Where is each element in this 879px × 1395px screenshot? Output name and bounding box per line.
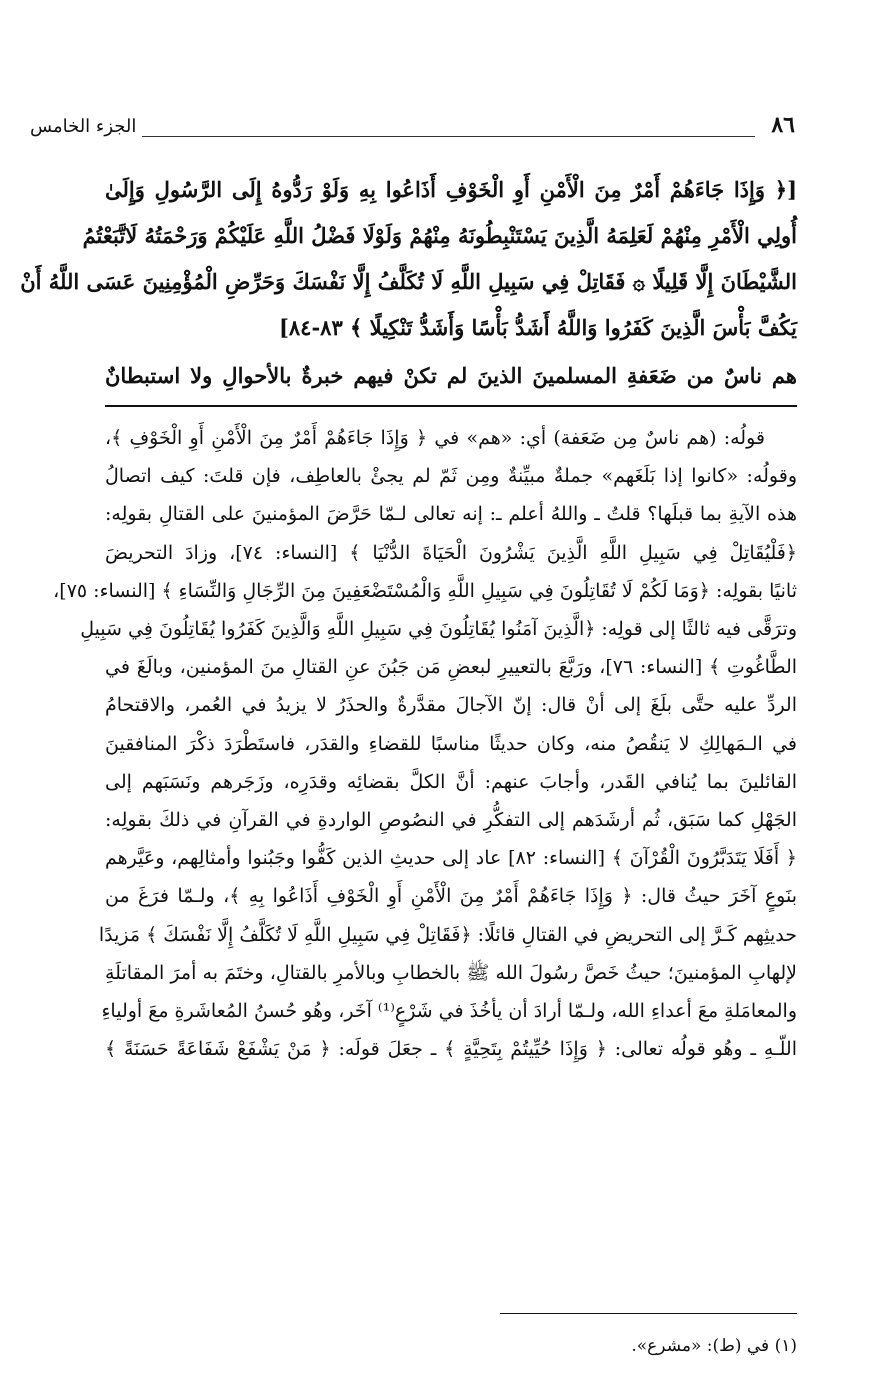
commentary-line: في الـمَهالِكِ لا يَنقُصُ منه، وكان حديثًا مناسبًا للقضاءِ والقدَر، فاستَطْرَدَ ذكْرَ المنافقينَ — [105, 732, 797, 755]
commentary-line: الجَهْلِ كما سَبَق، ثُم أرشَدَهم إلى التفكُّرِ في النصُوصِ الواردةِ في القرآنِ في ذلكَ بقولِه: — [105, 809, 797, 831]
commentary-line: القائلينَ بما يُنافي القَدر، وأجابَ عنهم: أنَّ الكلَّ بقضائِه وقدَرِه، وزَجَرهم ونَسَبَهم إلى — [105, 770, 797, 793]
footnote: (١) في (ط): «مشرع». — [631, 1336, 797, 1356]
commentary-line: هذه الآيةِ بما قبلَها؟ قلتُ ـ واللهُ أعلم ـ: إنه تعالى لـمّا حَرَّضَ المؤمنينَ على القتالِ بقولِه: — [105, 503, 797, 526]
verse-line: يَكُفَّ بَأْسَ الَّذِينَ كَفَرُوا وَاللَّهُ أَشَدُّ بَأْسًا وَأَشَدُّ تَنْكِيلًا ﴾ ٨٣-٨٤] — [278, 315, 797, 340]
header-rule — [142, 136, 755, 137]
commentary-line: والمعامَلةِ معَ أعداءِ الله، ولـمّا أرادَ أن يأخُذَ في شَرْعٍ⁽¹⁾ آخَر، وهُو حُسنُ المُعاشَرةِ معَ أولياءِ — [101, 1000, 797, 1022]
running-title: الجزء الخامس — [30, 116, 137, 137]
matn-divider — [105, 405, 797, 407]
commentary-line: ثانيًا بقولِه: ﴿وَمَا لَكُمْ لَا تُقَاتِلُونَ فِي سَبِيلِ اللَّهِ وَالْمُسْتَضْعَفِينَ مِنَ الرِّجَالِ وَالنِّسَاءِ ﴾ [النساء: ٧٥]، — [53, 579, 797, 602]
commentary-line: ﴿ أَفَلَا يَتَدَبَّرُونَ الْقُرْآنَ ﴾ [النساء: ٨٢] عاد إلى حديثِ الذين كَفُّوا وجَبُنوا وأمثالِهم، وعَيَّرهم — [105, 847, 798, 870]
commentary-line: وقولُه: «كانوا إذا بَلَغَهم» جملةٌ مبيِّنةٌ ومِن ثَمّ لم يجئْ بالعاطِف، فإن قلتَ: كيف اتصالُ — [105, 465, 797, 488]
page-header — [30, 112, 795, 146]
commentary-line: الردِّ عليه حتَّى بلَغَ إلى أنْ قال: إنّ الآجالَ مقدَّرةٌ والحذَرُ لا يزيدُ في العُمر، والاقتحامُ — [105, 694, 797, 717]
verse-line: أُولِي الْأَمْرِ مِنْهُمْ لَعَلِمَهُ الَّذِينَ يَسْتَنْبِطُونَهُ مِنْهُمْ وَلَوْلَا فَضْلُ اللَّهِ عَلَيْكُمْ وَرَحْمَتُهُ لَاتَّبَعْتُمُ — [82, 223, 797, 248]
matn-text: هم ناسٌ من ضَعَفةِ المسلمينَ الذينَ لم تكنْ فيهم خبرةٌ بالأحوالِ ولا استبطانٌ — [105, 363, 797, 388]
commentary-line: اللّـهِ ـ وهُو قولُه تعالى: ﴿ وَإِذَا حُيِّيتُمْ بِتَحِيَّةٍ ﴾ ـ جعَلَ قولَه: ﴿ مَنْ يَشْفَعْ شَفَاعَةً حَسَنَةً ﴾ — [105, 1038, 797, 1061]
commentary-line: حديثِهم كَـرَّ إلى التحريضِ في القتالِ قائلًا: ﴿فَقَاتِلْ فِي سَبِيلِ اللَّهِ لَا تُكَلَّفُ إِلَّا نَفْسَكَ ﴾ مَزيدًا — [98, 923, 797, 946]
commentary-line: ﴿فَلْيُقَاتِلْ فِي سَبِيلِ اللَّهِ الَّذِينَ يَشْرُونَ الْحَيَاةَ الدُّنْيَا ﴾ [النساء: ٧٤]، وزادَ التحريضَ — [105, 541, 797, 564]
commentary-line: قولُه: (هم ناسٌ مِن ضَعَفة) أي: «هم» في ﴿ وَإِذَا جَاءَهُمْ أَمْرٌ مِنَ الْأَمْنِ أَوِ الْخَوْفِ ﴾، — [105, 427, 765, 449]
footnote-divider — [500, 1313, 797, 1314]
verse-line: [﴿ وَإِذَا جَاءَهُمْ أَمْرٌ مِنَ الْأَمْنِ أَوِ الْخَوْفِ أَذَاعُوا بِهِ وَلَوْ رَدُّوهُ إِلَى الرَّسُولِ وَإِلَىٰ — [105, 177, 797, 202]
page-number: ٨٦ — [771, 112, 795, 138]
commentary-line: الطَّاغُوتِ ﴾ [النساء: ٧٦]، ورَبَّعَ بالتعييرِ لبعضِ مَن جَبُنَ عنِ القتالِ منَ المؤمنين، وبالَغَ في — [105, 656, 798, 679]
commentary-line: لإلهابِ المؤمنينَ؛ حيثُ خَصَّ رسُولَ الله ﷺ بالخطابِ وبالأمرِ بالقتالِ، وختَمَ به أمرَ المقاتلَةِ — [105, 961, 797, 984]
commentary-line: وترَقَّى فيه ثالثًا إلى قولِه: ﴿الَّذِينَ آمَنُوا يُقَاتِلُونَ فِي سَبِيلِ اللَّهِ وَالَّذِينَ كَفَرُوا يُقَاتِلُونَ فِي سَبِيلِ — [80, 618, 797, 640]
verse-line: الشَّيْطَانَ إِلَّا قَلِيلًا ۞ فَقَاتِلْ فِي سَبِيلِ اللَّهِ لَا تُكَلَّفُ إِلَّا نَفْسَكَ وَحَرِّضِ الْمُؤْمِنِينَ عَسَى اللَّهُ أَنْ — [20, 269, 797, 294]
commentary-line: بنَوعٍ آخَرَ حيثُ قال: ﴿ وَإِذَا جَاءَهُمْ أَمْرٌ مِنَ الْأَمْنِ أَوِ الْخَوْفِ أَذَاعُوا بِهِ ﴾، ولـمّا فرَغَ من — [105, 885, 797, 908]
